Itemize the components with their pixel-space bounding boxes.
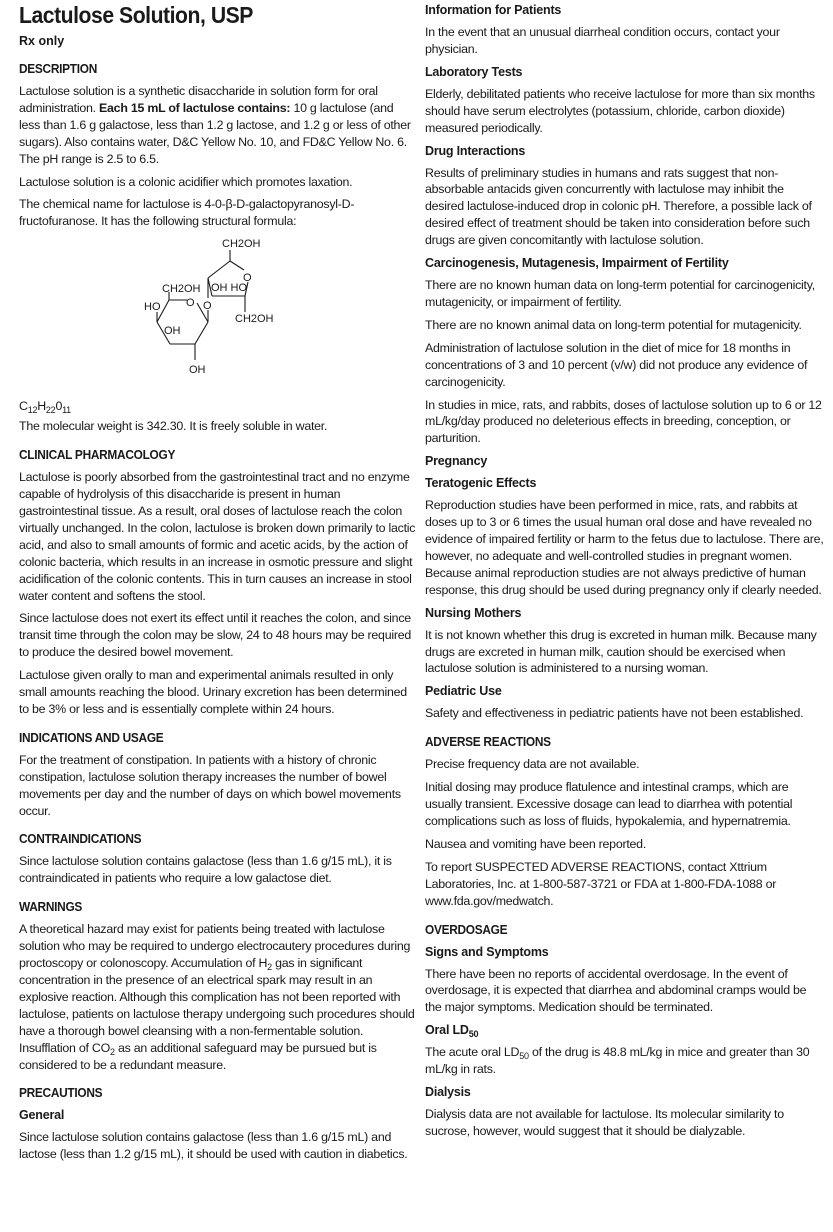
section-heading: PRECAUTIONS: [19, 1086, 103, 1101]
rx-only-label: Rx only: [19, 34, 65, 48]
svg-text:O: O: [243, 272, 252, 285]
section-adverse-reactions: [425, 734, 825, 909]
paragraph: There are no known animal data on long-term potential for mutagenicity.: [425, 317, 802, 332]
right-column: [425, 0, 825, 1140]
svg-text:OH HO: OH HO: [211, 282, 248, 295]
paragraph: In the event that an unusual diarrheal condition occurs, contact your physician.: [425, 25, 780, 56]
section-information-for-patients: [425, 2, 825, 58]
section-carcinogenesis: [425, 255, 825, 447]
subsection-heading: Pregnancy: [425, 454, 488, 469]
section-clinical-pharmacology: [19, 447, 417, 718]
formula-label: CH2OH: [222, 238, 261, 251]
section-description: [19, 61, 417, 435]
paragraph: Since lactulose solution contains galactose (less than 1.6 g/15 mL) and lactose (less than 1.2 g/15 mL), it should be used with caution in diabetics.: [19, 1130, 408, 1162]
paragraph: There are no known human data on long-term potential for carcinogenicity, mutagenicity, or impairment of fertility.: [425, 278, 815, 309]
paragraph: Precise frequency data are not available.: [425, 757, 640, 772]
subsection-heading: General: [19, 1108, 65, 1123]
paragraph: Reproduction studies have been performed in mice, rats, and rabbits at doses up to 3 or 6 times the usual human oral dose and have revealed no evidence of impaired fertility or harm to the fetus due to lactulose. There are, however, no adequate and well-controlled studies in pregnant women. Because animal reproduction studies are not always predictive of human response, this drug should be used during pregnancy only if clearly needed.: [425, 498, 824, 597]
subsection-heading: Drug Interactions: [425, 143, 526, 158]
paragraph: A theoretical hazard may exist for patients being treated with lactulose solution who may be required to undergo electrocautery procedures during proctoscopy or colonoscopy. Accumulation of $H_2$ gas in significant concentration in the presence of an electrical spark may result in an explosive reaction. Although this complication has not been reported with lactulose, patients on lactulose therapy undergoing such procedures should have a thorough bowel cleansing with a non-fermentable solution. Insufflation of $CO_2$ as an additional safeguard may be pursued but is considered to be a redundant measure.: [19, 922, 415, 1072]
svg-text:CH2OH: CH2OH: [162, 283, 201, 296]
paragraph: In studies in mice, rats, and rabbits, doses of lactulose solution up to 6 or 12 mL/kg/day produced no deleterious effects in breeding, conception, or parturition.: [425, 397, 822, 446]
section-indications: [19, 730, 417, 820]
section-laboratory-tests: [425, 64, 825, 137]
left-column: [19, 0, 417, 1163]
paragraph: For the treatment of constipation. In patients with a history of chronic constipation, lactulose solution therapy increases the number of bowel movements per day and the number of days on which bowel movements occur.: [19, 752, 401, 818]
section-heading: CONTRAINDICATIONS: [19, 832, 142, 847]
section-overdosage: [425, 922, 825, 1140]
paragraph: There have been no reports of accidental overdosage. In the event of overdosage, it is expected that diarrhea and abdominal cramps would be the major symptoms. Medication should be terminated.: [425, 966, 807, 1015]
section-contraindications: [19, 831, 417, 887]
svg-text:OH: OH: [189, 364, 206, 377]
paragraph: Since lactulose does not exert its effect until it reaches the colon, and since transit time through the colon may be slow, 24 to 48 hours may be required to produce the desired bowel movement.: [19, 611, 411, 660]
subsection-heading: Carcinogenesis, Mutagenesis, Impairment of Fertility: [425, 256, 729, 271]
subsection-heading: Nursing Mothers: [425, 605, 522, 620]
paragraph: The molecular weight is 342.30. It is freely soluble in water.: [19, 419, 328, 434]
paragraph: Administration of lactulose solution in the diet of mice for 18 months in concentrations of 3 and 10 percent (v/w) did not produce any evidence of carcinogenicity.: [425, 340, 808, 389]
svg-text:O: O: [203, 300, 212, 313]
paragraph: It is not known whether this drug is excreted in human milk. Because many drugs are excreted in human milk, caution should be exercised when lactulose solution is administered to a nursing woman.: [425, 627, 817, 676]
paragraph: Results of preliminary studies in humans and rats suggest that non-absorbable antacids given concurrently with lactulose may inhibit the desired lactulose-induced drop in colonic pH. Therefore, a possible lack of desired effect of treatment should be taken into consideration before such drugs are given concomitantly with lactulose solution.: [425, 165, 812, 248]
subsection-heading: Teratogenic Effects: [425, 476, 537, 491]
paragraph: Lactulose solution is a colonic acidifier which promotes laxation.: [19, 174, 353, 189]
structural-formula: [19, 230, 417, 398]
subsection-heading: Information for Patients: [425, 3, 562, 17]
svg-text:HO: HO: [144, 301, 161, 314]
paragraph: Lactulose solution is a synthetic disaccharide in solution form for oral administration. Each 15 mL of lactulose contains: 10 g lactulose (and less than 1.6 g galactose, less than 1.2 g lactose, and 1.2 g or less of other sugars). Also contains water, D&C Yellow No. 10, and FD&C Yellow No. 6. The pH range is 2.5 to 6.5.: [19, 84, 411, 166]
section-nursing-mothers: [425, 605, 825, 678]
subsection-heading: Oral $LD_{50}$: [425, 1023, 479, 1040]
section-heading: ADVERSE REACTIONS: [425, 735, 551, 750]
svg-text:CH2OH: CH2OH: [235, 313, 274, 326]
paragraph: Lactulose given orally to man and experimental animals resulted in only small amounts reaching the blood. Urinary excretion has been determined to be 3% or less and is essentially complete within 24 hours.: [19, 668, 407, 716]
section-heading: OVERDOSAGE: [425, 922, 508, 937]
section-heading: CLINICAL PHARMACOLOGY: [19, 448, 176, 463]
subsection-heading: Pediatric Use: [425, 684, 502, 699]
paragraph: To report SUSPECTED ADVERSE REACTIONS, contact Xttrium Laboratories, Inc. at 1-800-587-3721 or FDA at 1-800-FDA-1088 or www.fda.gov/medwatch.: [425, 859, 777, 908]
section-heading: DESCRIPTION: [19, 62, 98, 76]
subsection-heading: Laboratory Tests: [425, 64, 523, 79]
paragraph: Lactulose is poorly absorbed from the gastrointestinal tract and no enzyme capable of hydrolysis of this disaccharide is present in human gastrointestinal tissue. As a result, oral doses of lactulose reach the colon virtually unchanged. In the colon, lactulose is broken down primarily to lactic acid, and also to small amounts of formic and acetic acids, by the action of colonic bacteria, which results in an increase in osmotic pressure and slight acidification of the colonic contents. This in turn causes an increase in stool water content and softens the stool.: [19, 470, 416, 603]
svg-text:OH: OH: [164, 325, 181, 338]
subsection-heading: Dialysis: [425, 1085, 471, 1100]
paragraph: Dialysis data are not available for lactulose. Its molecular similarity to sucrose, however, would suggest that it should be dialyzable.: [425, 1107, 784, 1138]
svg-text:O: O: [186, 297, 195, 310]
section-precautions: [19, 1085, 417, 1163]
lactulose-structure-diagram: [119, 230, 319, 398]
paragraph: Safety and effectiveness in pediatric patients have not been established.: [425, 706, 804, 721]
section-heading: INDICATIONS AND USAGE: [19, 730, 164, 745]
document-title: Lactulose Solution, USP: [19, 2, 253, 28]
section-pediatric-use: [425, 683, 825, 722]
section-pregnancy: [425, 453, 825, 598]
paragraph: Since lactulose solution contains galactose (less than 1.6 g/15 mL), it is contraindicated in patients who require a low galactose diet.: [19, 854, 392, 886]
subsection-heading: Signs and Symptoms: [425, 944, 549, 959]
molecular-formula: $C_{12}H_{22}0_{11}$: [19, 399, 71, 416]
section-drug-interactions: [425, 143, 825, 250]
section-warnings: [19, 899, 417, 1073]
paragraph: Initial dosing may produce flatulence and intestinal cramps, which are usually transient. Excessive dosage can lead to diarrhea with potential complications such as loss of fluids, hypokalemia, and hypernatremia.: [425, 780, 793, 828]
paragraph: The acute oral $LD_{50}$ of the drug is 48.8 mL/kg in mice and greater than 30 mL/kg in rats.: [425, 1045, 810, 1077]
paragraph: Nausea and vomiting have been reported.: [425, 836, 647, 851]
paragraph: The chemical name for lactulose is 4-0-β-D-galactopyranosyl-D-fructofuranose. It has the following structural formula:: [19, 197, 355, 229]
paragraph: Elderly, debilitated patients who receive lactulose for more than six months should have serum electrolytes (potassium, chloride, carbon dioxide) measured periodically.: [425, 86, 815, 135]
section-heading: WARNINGS: [19, 900, 83, 915]
